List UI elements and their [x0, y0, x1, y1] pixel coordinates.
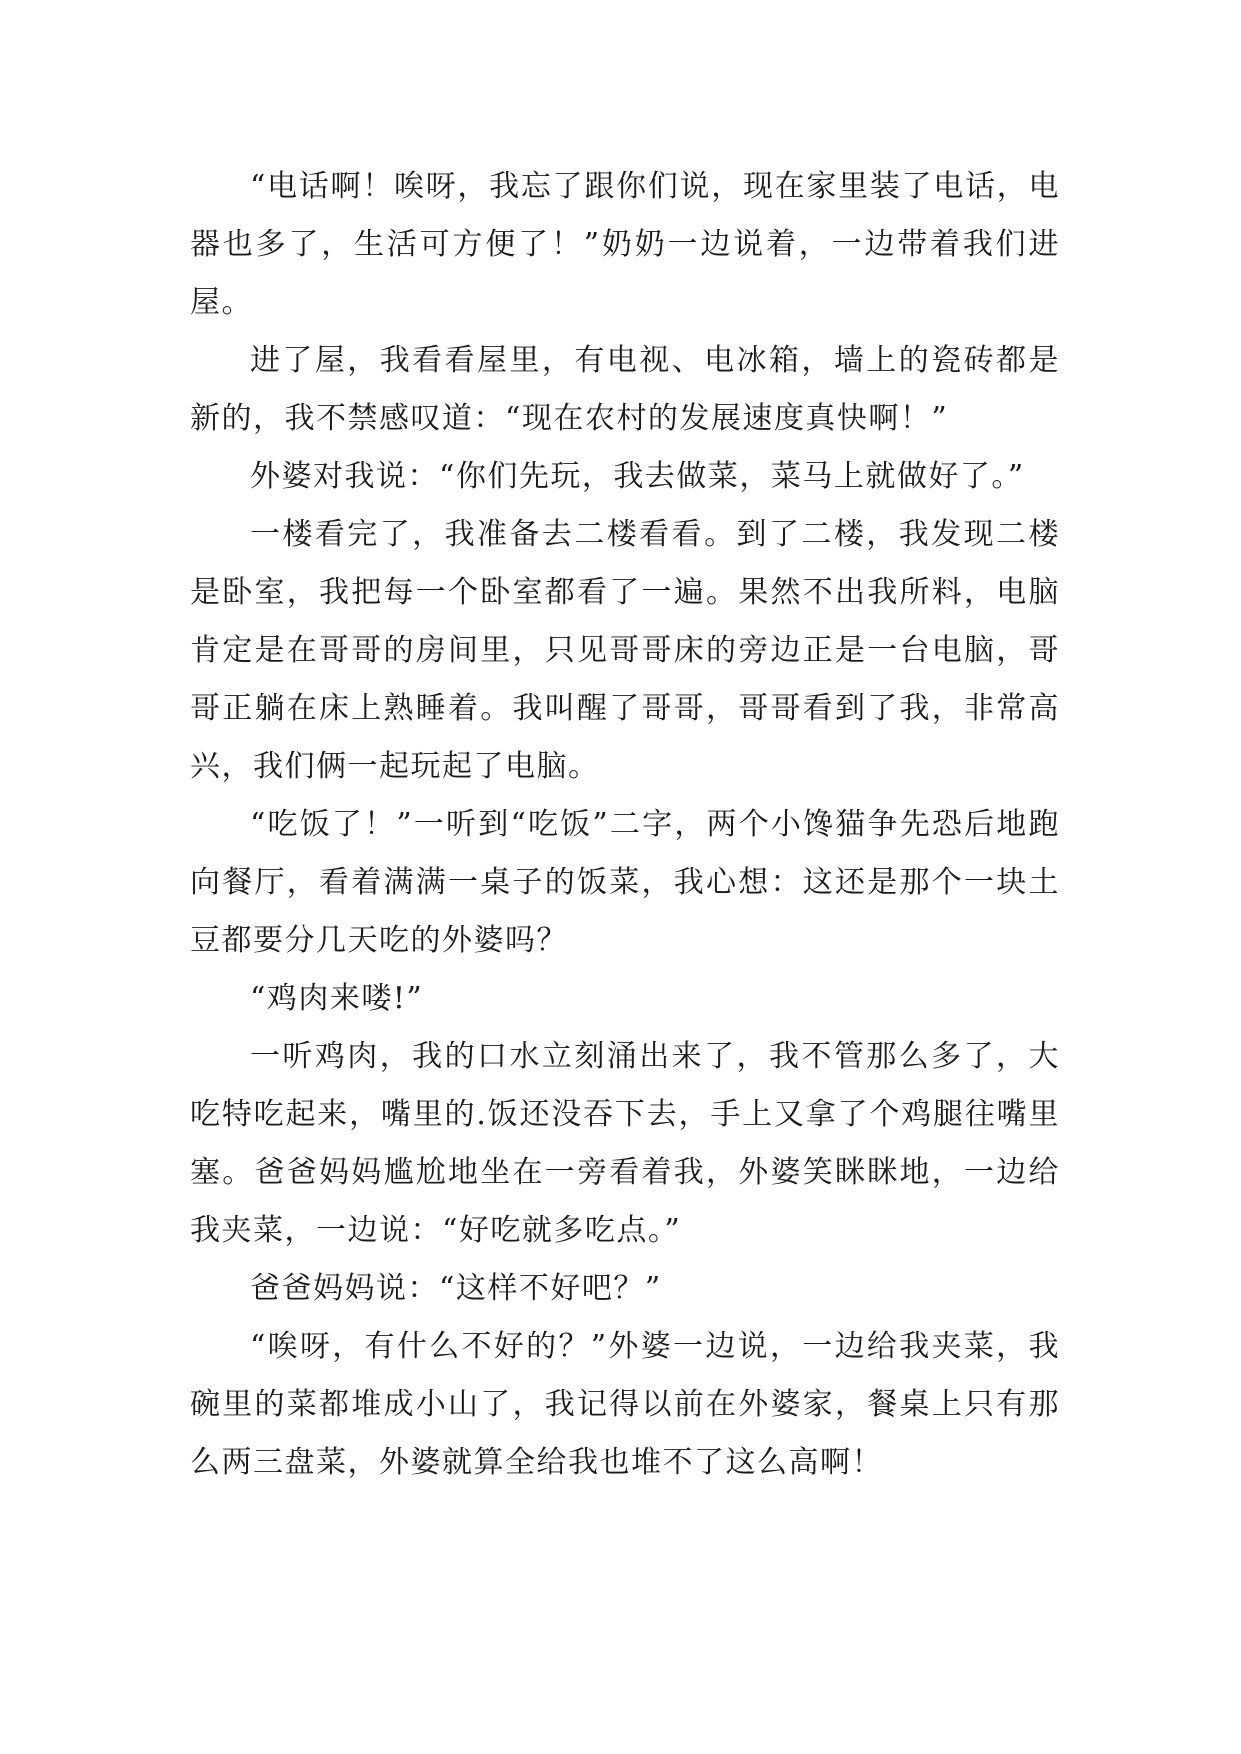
- paragraph: 进了屋，我看看屋里，有电视、电冰箱，墙上的瓷砖都是新的，我不禁感叹道：“现在农村的发展速度真快啊！”: [190, 343, 1060, 436]
- document-body: [190, 158, 1060, 1492]
- paragraph: “电话啊！唉呀，我忘了跟你们说，现在家里装了电话，电器也多了，生活可方便了！”奶奶一边说着，一边带着我们进屋。: [190, 169, 1060, 320]
- paragraph: 外婆对我说：“你们先玩，我去做菜，菜马上就做好了。”: [250, 459, 1025, 494]
- paragraph: “鸡肉来喽!”: [250, 981, 424, 1016]
- paragraph: 一听鸡肉，我的口水立刻涌出来了，我不管那么多了，大吃特吃起来，嘴里的.饭还没吞下去，手上又拿了个鸡腿往嘴里塞。爸爸妈妈尴尬地坐在一旁看着我，外婆笑眯眯地，一边给我夹菜，一边说：“好吃就多吃点。”: [190, 1039, 1060, 1248]
- paragraph: “唉呀，有什么不好的？”外婆一边说，一边给我夹菜，我碗里的菜都堆成小山了，我记得以前在外婆家，餐桌上只有那么两三盘菜，外婆就算全给我也堆不了这么高啊！: [190, 1329, 1060, 1480]
- paragraph: 爸爸妈妈说：“这样不好吧？”: [250, 1271, 662, 1306]
- paragraph: “吃饭了！”一听到“吃饭”二字，两个小馋猫争先恐后地跑向餐厅，看着满满一桌子的饭菜，我心想：这还是那个一块土豆都要分几天吃的外婆吗？: [190, 807, 1060, 958]
- paragraph: 一楼看完了，我准备去二楼看看。到了二楼，我发现二楼是卧室，我把每一个卧室都看了一遍。果然不出我所料，电脑肯定是在哥哥的房间里，只见哥哥床的旁边正是一台电脑，哥哥正躺在床上熟睡着。我叫醒了哥哥，哥哥看到了我，非常高兴，我们俩一起玩起了电脑。: [190, 517, 1060, 784]
